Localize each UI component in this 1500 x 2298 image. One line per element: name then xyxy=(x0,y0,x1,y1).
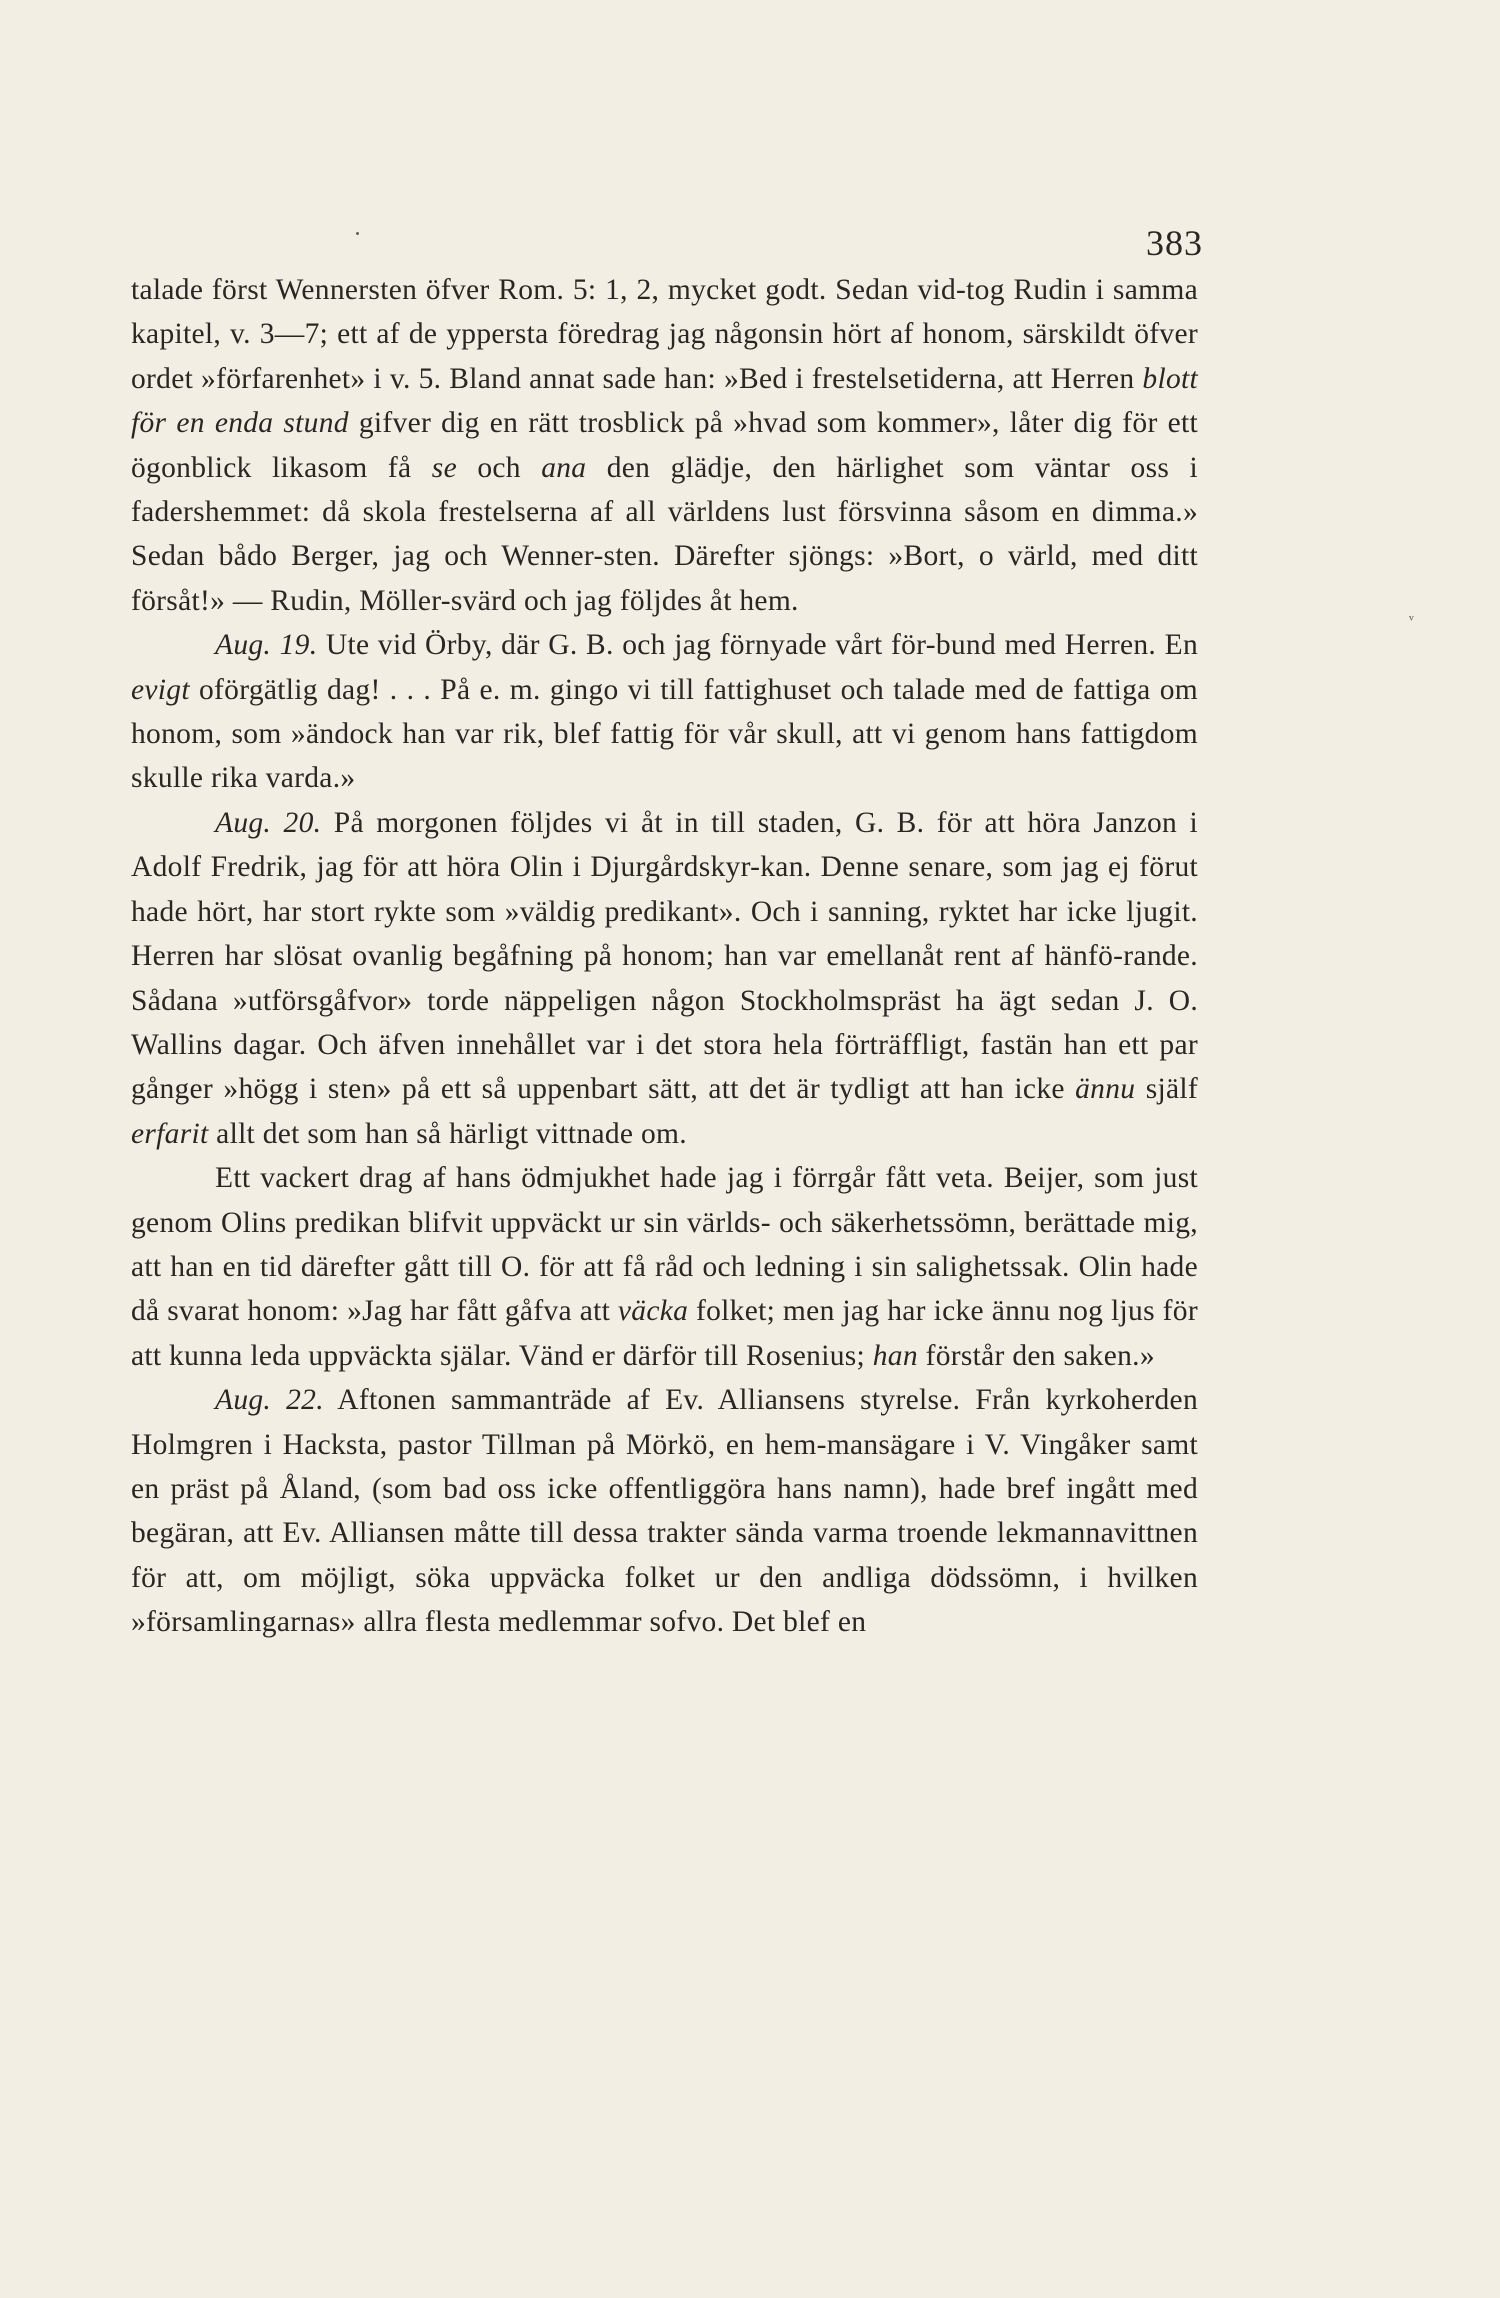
text-run: oförgätlig dag! . . . På e. m. gingo vi till fattighuset och talade med de fattiga om honom, som »ändock han var rik, blef fattig för vår skull, att vi genom hans fattigdom skulle rika varda.» xyxy=(131,673,1198,795)
text-run: den glädje, den härlighet som väntar oss i fadershemmet: då skola frestelserna af all världens lust försvinna såsom en dimma.» Sedan bådo Berger, jag och Wenner-sten. Därefter sjöngs: »Bort, o värld, med ditt försåt!» — Rudin, Möller-svärd och jag följdes åt hem. xyxy=(131,451,1198,617)
page-number: 383 xyxy=(1146,223,1203,263)
italic-text: blott för en enda stund xyxy=(131,362,1198,440)
paragraph xyxy=(131,1156,1198,1378)
text-run: allt det som han så härligt vittnade om. xyxy=(208,1117,687,1150)
text-run: Ett vackert drag af hans ödmjukhet hade jag i förrgår fått veta. Beijer, som just genom Olins predikan blifvit uppväckt ur sin världs- och säkerhetssömn, berättade mig, att han en tid därefter gått till O. för att få råd och ledning i sin salighetssak. Olin hade då svarat honom: »Jag har fått gåfva att xyxy=(131,1162,1198,1328)
text-run: gifver dig en rätt trosblick på »hvad som kommer», låter dig för ett ögonblick likasom få xyxy=(131,407,1198,484)
text-run: På morgonen följdes vi åt in till staden, G. B. för att höra Janzon i Adolf Fredrik, jag för att höra Olin i Djurgårdskyr-kan. Denne senare, som jag ej förut hade hört, har stort rykte som »väldig predikant». Och i sanning, ryktet har icke ljugit. Herren har slösat ovanlig begåfning på honom; han var emellanåt rent af hänfö-rande. Sådana »utförsgåfvor» torde näppeligen någon Stockholmspräst ha ägt sedan J. O. Wallins dagar. Och äfven innehållet var i det stora hela förträffligt, fastän han ett par gånger »högg i sten» på ett så uppenbart sätt, att det är tydligt att han icke xyxy=(131,806,1199,1106)
paper-speck xyxy=(356,232,359,235)
italic-text: se xyxy=(431,451,457,484)
italic-text: ana xyxy=(541,451,587,484)
text-run: förstår den saken.» xyxy=(917,1339,1155,1372)
text-run: och xyxy=(456,451,542,484)
paragraph xyxy=(131,268,1198,623)
text-run: Aftonen sammanträde af Ev. Alliansens styrelse. Från kyrkoherden Holmgren i Hacksta, pastor Tillman på Mörkö, en hem-mansägare i V. Vingåker samt en präst på Åland, (som bad oss icke offentliggöra hans namn), hade bref ingått med begäran, att Ev. Alliansen måtte till dessa trakter sända varma troende lekmannavittnen för att, om möjligt, söka uppväcka folket ur den andliga dödssömn, i hvilken »församlingarnas» allra flesta medlemmar sofvo. Det blef en xyxy=(131,1384,1198,1639)
text-run: folket; men jag har icke ännu nog ljus för att kunna leda uppväckta själar. Vänd er därför till Rosenius; xyxy=(131,1295,1198,1372)
italic-text: han xyxy=(872,1339,918,1372)
italic-text: erfarit xyxy=(131,1117,209,1150)
margin-mark: ᵛ xyxy=(1409,612,1414,629)
body-text xyxy=(131,268,1198,1645)
text-run: själf xyxy=(1135,1073,1198,1106)
paragraph xyxy=(131,801,1198,1156)
italic-text: väcka xyxy=(617,1295,689,1328)
paragraph xyxy=(131,1378,1198,1644)
italic-text: Aug. 19. xyxy=(215,629,318,662)
italic-text: evigt xyxy=(131,673,190,706)
paragraph xyxy=(131,623,1198,801)
italic-text: Aug. 20. xyxy=(215,806,322,839)
text-run: Ute vid Örby, där G. B. och jag förnyade vårt för-bund med Herren. En xyxy=(317,629,1198,662)
text-run: talade först Wennersten öfver Rom. 5: 1, 2, mycket godt. Sedan vid-tog Rudin i samma kapitel, v. 3—7; ett af de yppersta föredrag jag någonsin hört af honom, särskildt öfver ordet »förfarenhet» i v. 5. Bland annat sade han: »Bed i frestelsetiderna, att Herren xyxy=(131,274,1198,395)
italic-text: ännu xyxy=(1075,1073,1136,1106)
italic-text: Aug. 22. xyxy=(215,1384,324,1417)
